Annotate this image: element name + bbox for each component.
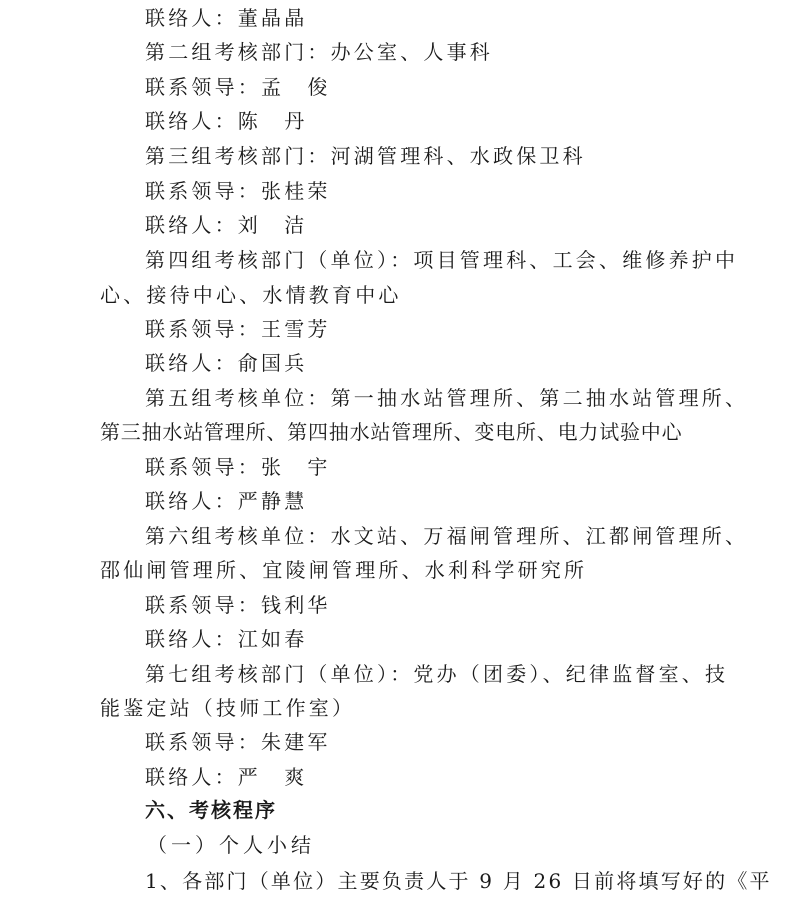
subsection-heading: （一）个人小结 xyxy=(147,833,315,857)
text-line: 联系领导：张桂荣 xyxy=(145,179,331,203)
text-line: 第二组考核部门：办公室、人事科 xyxy=(145,40,493,64)
text-line: 第五组考核单位：第一抽水站管理所、第二抽水站管理所、 xyxy=(145,386,749,410)
text-line: 第三抽水站管理所、第四抽水站管理所、变电所、电力试验中心 xyxy=(100,420,683,444)
text-line: 第三组考核部门：河湖管理科、水政保卫科 xyxy=(145,144,586,168)
text-line: 联络人：刘 洁 xyxy=(145,213,308,237)
text-line: 第六组考核单位：水文站、万福闸管理所、江都闸管理所、 xyxy=(145,524,749,548)
text-line: 联络人：严 爽 xyxy=(145,765,308,789)
text-line: 联络人：董晶晶 xyxy=(145,6,308,30)
text-line: 1、各部门（单位）主要负责人于 9 月 26 日前将填写好的《平 xyxy=(145,869,772,893)
text-line: 联络人：俞国兵 xyxy=(145,351,308,375)
text-line: 第四组考核部门（单位）：项目管理科、工会、维修养护中 xyxy=(145,248,739,272)
text-line: 能鉴定站（技师工作室） xyxy=(100,696,356,720)
text-line: 邵仙闸管理所、宜陵闸管理所、水利科学研究所 xyxy=(100,558,588,582)
text-line: 联络人：陈 丹 xyxy=(145,109,308,133)
text-line: 联络人：江如春 xyxy=(145,627,308,651)
text-line: 联系领导：朱建军 xyxy=(145,730,331,754)
text-line: 联系领导：钱利华 xyxy=(145,593,331,617)
text-line: 心、接待中心、水情教育中心 xyxy=(100,283,402,307)
text-line: 联络人：严静慧 xyxy=(145,489,308,513)
text-line: 联系领导：张 宇 xyxy=(145,455,331,479)
text-line: 联系领导：王雪芳 xyxy=(145,317,331,341)
text-line: 第七组考核部门（单位）：党办（团委）、纪律监督室、技 xyxy=(145,662,729,686)
section-heading: 六、考核程序 xyxy=(145,798,277,822)
text-line: 联系领导：孟 俊 xyxy=(145,75,331,99)
